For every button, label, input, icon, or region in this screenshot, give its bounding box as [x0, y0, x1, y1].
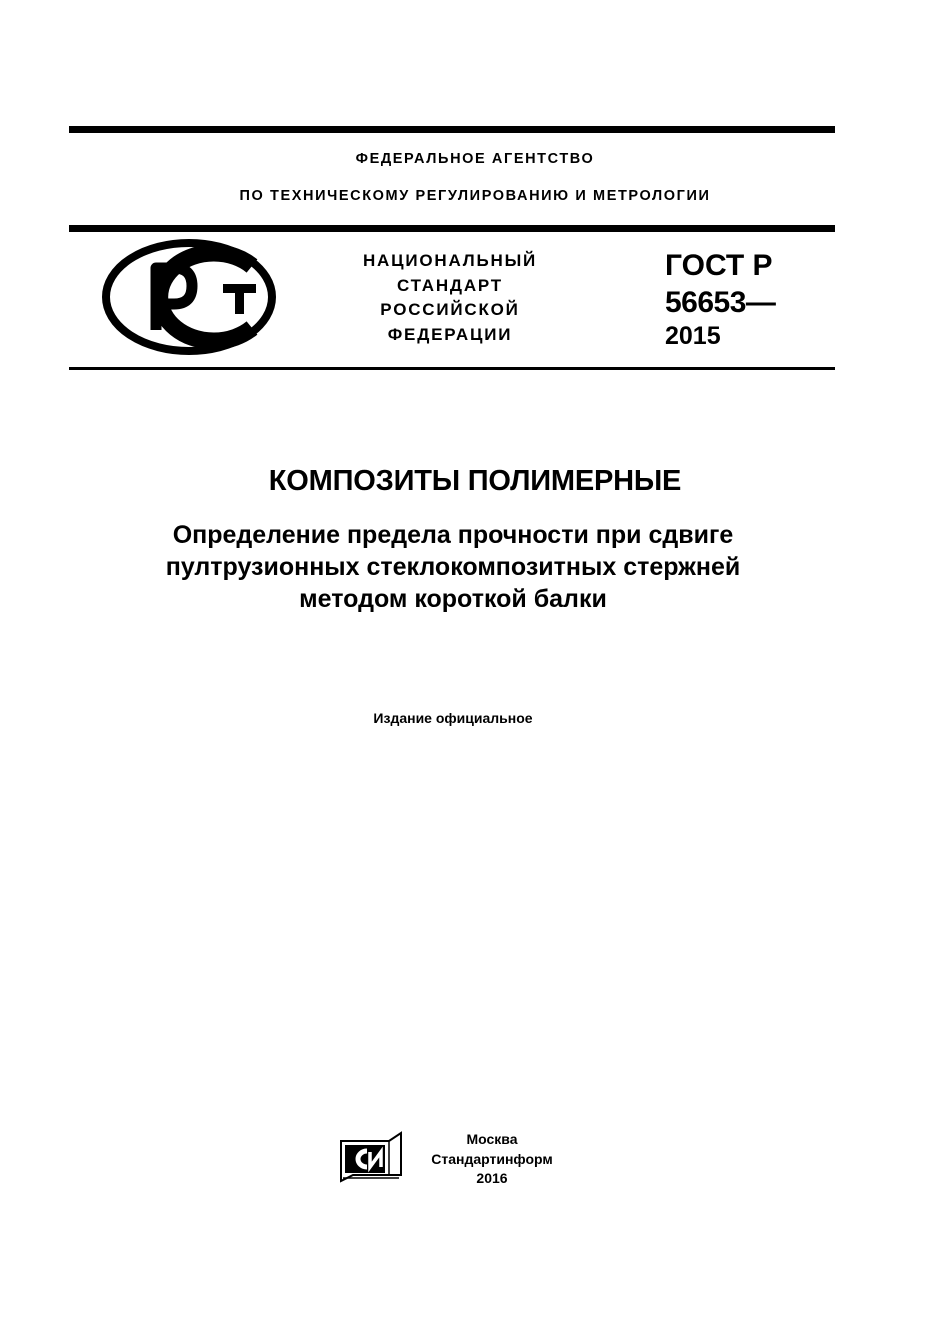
- bottom-divider: [69, 367, 835, 370]
- agency-name-line-1: ФЕДЕРАЛЬНОЕ АГЕНТСТВО: [355, 151, 595, 167]
- publisher-name: Стандартинформ: [431, 1150, 553, 1167]
- gost-year: 2015: [665, 322, 721, 350]
- gost-designation: [665, 251, 775, 349]
- document-subtitle: [0, 519, 906, 615]
- standartinform-logo-icon: [339, 1131, 403, 1183]
- national-line-4: ФЕДЕРАЦИИ: [387, 324, 513, 344]
- rst-mark-icon: [100, 238, 278, 356]
- gost-number: 56653—: [665, 286, 776, 319]
- agency-name-line-2: ПО ТЕХНИЧЕСКОМУ РЕГУЛИРОВАНИЮ И МЕТРОЛОГИИ: [239, 188, 711, 204]
- national-standard-label: [340, 249, 560, 347]
- publication-year: 2016: [476, 1170, 508, 1186]
- publisher-city: Москва: [466, 1131, 518, 1147]
- gost-prefix: ГОСТ Р: [665, 249, 773, 282]
- subtitle-line-2: пултрузионных стеклокомпозитных стержней: [165, 553, 741, 581]
- national-line-3: РОССИЙСКОЙ: [380, 300, 520, 319]
- national-line-1: НАЦИОНАЛЬНЫЙ: [362, 251, 538, 270]
- top-divider: [69, 126, 835, 133]
- middle-divider: [69, 225, 835, 232]
- publisher-block: [410, 1130, 574, 1189]
- national-line-2: СТАНДАРТ: [396, 275, 503, 295]
- subtitle-line-3: методом короткой балки: [299, 585, 607, 613]
- subtitle-line-1: Определение предела прочности при сдвиге: [172, 521, 734, 549]
- edition-note: Издание официальное: [373, 710, 533, 726]
- document-title: КОМПОЗИТЫ ПОЛИМЕРНЫЕ: [268, 465, 682, 497]
